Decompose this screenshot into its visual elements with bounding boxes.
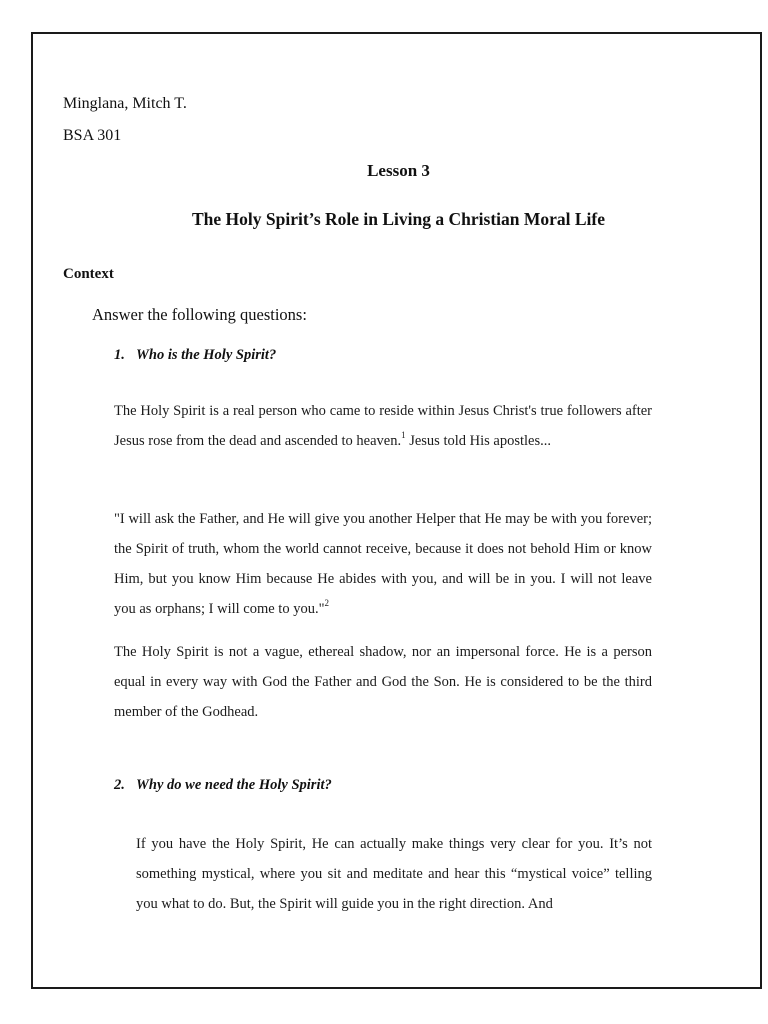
lesson-number: Lesson 3	[367, 161, 430, 180]
question-2-text: Why do we need the Holy Spirit?	[136, 777, 332, 793]
instructions: Answer the following questions:	[92, 305, 307, 324]
section-heading: Context	[63, 266, 114, 282]
student-class: BSA 301	[63, 127, 122, 144]
question-1-number: 1.	[114, 347, 125, 363]
answer-1-paragraph-3: The Holy Spirit is not a vague, ethereal shadow, nor an impersonal force. He is a person equal in every way with God the Father and God the Son. He is considered to be the third member of the Godhead.	[114, 644, 652, 720]
student-name: Minglana, Mitch T.	[63, 95, 187, 112]
quote-text: "I will ask the Father, and He will give you another Helper that He may be with you forever; the Spirit of truth, whom the world cannot receive, because it does not behold Him or know Him, but you know Him because He abides with you, and will be in you. I will not leave you as orphans; I will come to you."	[114, 511, 652, 617]
footnote-ref-1: 1	[401, 430, 406, 441]
question-2	[114, 777, 332, 794]
question-2-number: 2.	[114, 777, 125, 793]
footnote-ref-2: 2	[324, 598, 329, 609]
answer-1-paragraph-1	[114, 396, 652, 456]
document-title: The Holy Spirit’s Role in Living a Christian Moral Life	[191, 209, 606, 229]
answer-1-text-tail: Jesus told His apostles...	[405, 433, 551, 449]
answer-1-quote	[114, 504, 652, 624]
question-1	[114, 347, 276, 364]
answer-1-text: The Holy Spirit is a real person who came to reside within Jesus Christ's true followers after Jesus rose from the dead and ascended to heaven.	[114, 403, 652, 449]
document-page	[31, 32, 762, 989]
answer-2-paragraph-1: If you have the Holy Spirit, He can actually make things very clear for you. It’s not something mystical, where you sit and meditate and hear this “mystical voice” telling you what to do. But, the Spirit will guide you in the right direction. And	[136, 836, 652, 912]
question-1-text: Who is the Holy Spirit?	[136, 347, 277, 363]
